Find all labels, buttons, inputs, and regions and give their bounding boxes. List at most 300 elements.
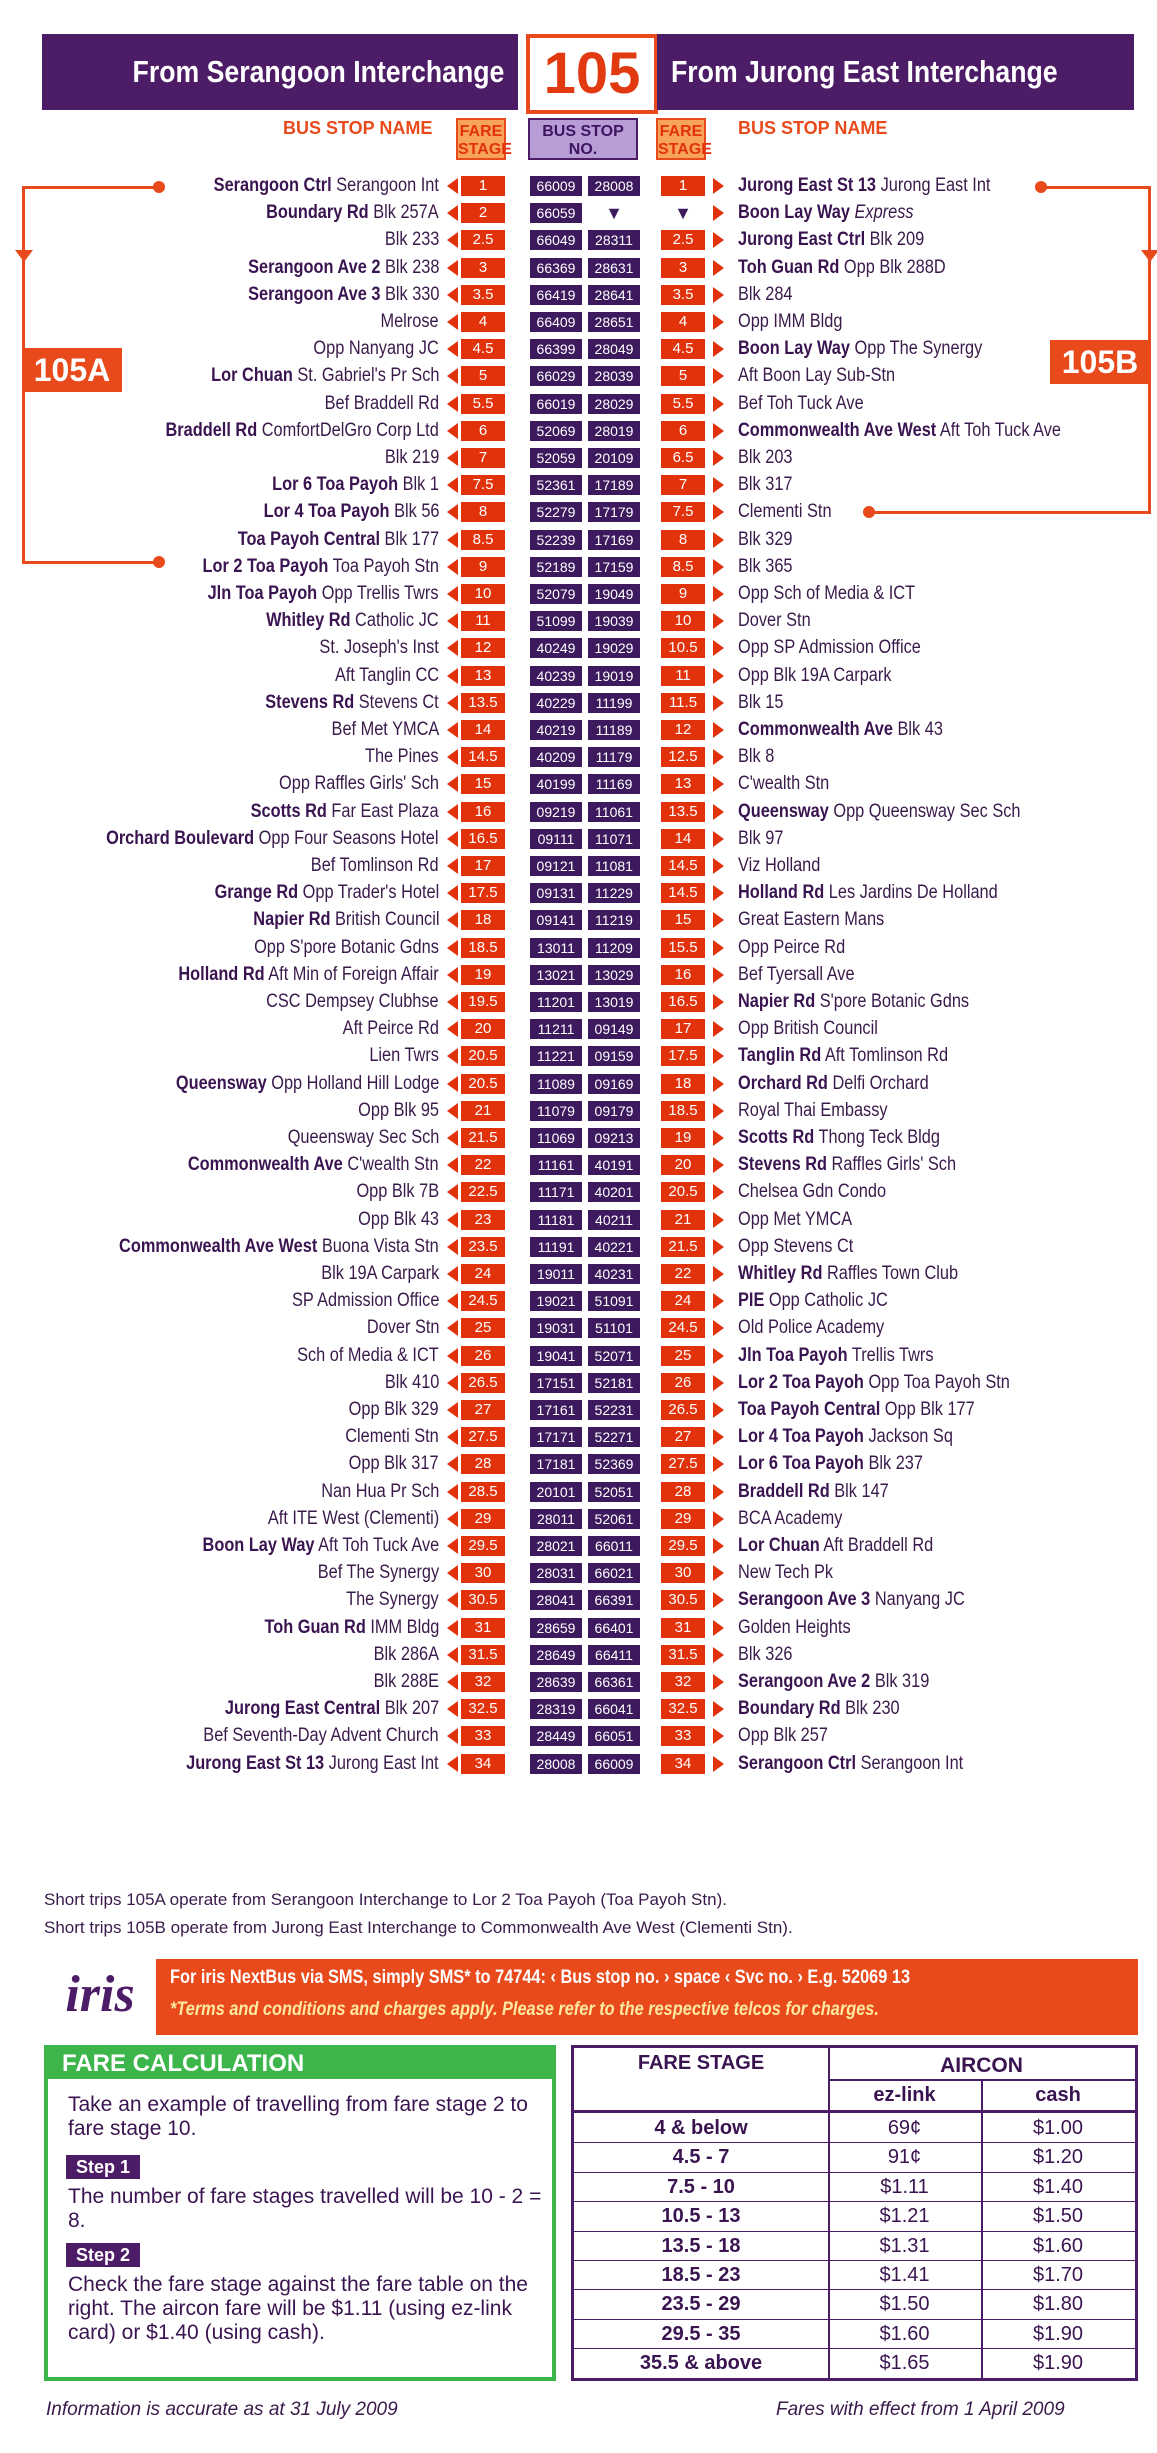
- right-arrow-icon: [713, 1103, 724, 1119]
- right-stop-desc: Blk 284: [738, 283, 793, 305]
- left-stop-name: [170, 580, 439, 607]
- fare-table-divider: [574, 2319, 1135, 2320]
- left-arrow-icon: [447, 1239, 458, 1255]
- right-road-name: Lor 2 Toa Payoh: [738, 1371, 864, 1393]
- right-road-name: Boon Lay Way: [738, 202, 850, 224]
- right-stop-name: [738, 798, 1066, 825]
- stop-row: [0, 281, 1157, 308]
- left-stop-name: [334, 1396, 439, 1423]
- right-stop-desc: Great Eastern Mans: [738, 909, 885, 931]
- right-stop-desc: Opp Queensway Sec Sch: [833, 800, 1021, 822]
- left-fare-stage: 3: [461, 258, 505, 278]
- left-stop-desc: Opp S'pore Botanic Gdns: [254, 936, 439, 958]
- left-stop-name: [67, 1233, 439, 1260]
- right-stop-name: [738, 1586, 1002, 1613]
- left-fare-stage: 5: [461, 366, 505, 386]
- right-stop-desc: Opp Catholic JC: [768, 1290, 888, 1312]
- right-stop-name: [738, 281, 801, 308]
- fare-table-divider: [574, 2231, 1135, 2232]
- right-road-name: Napier Rd: [738, 991, 816, 1012]
- left-bus-stop-no: 09121: [530, 856, 582, 876]
- left-stop-desc: Blk 286A: [373, 1643, 439, 1665]
- right-road-name: Serangoon Ctrl: [738, 1752, 857, 1774]
- right-arrow-icon: [713, 559, 724, 575]
- right-arrow-icon: [713, 994, 724, 1010]
- left-stop-desc: Blk 238: [384, 256, 439, 278]
- left-bus-stop-no: 66019: [530, 394, 582, 414]
- right-fare-stage: 21.5: [661, 1237, 705, 1257]
- right-stop-name: [738, 825, 791, 852]
- right-stop-name: [738, 961, 874, 988]
- right-fare-stage: 27: [661, 1427, 705, 1447]
- left-stop-desc: Toa Payoh Stn: [332, 555, 439, 577]
- left-stop-name: [345, 1206, 439, 1233]
- right-bus-stop-no: 52369: [588, 1454, 640, 1474]
- right-stop-name: [738, 1233, 872, 1260]
- left-bus-stop-no: 40249: [530, 638, 582, 658]
- left-stop-name: [363, 1641, 439, 1668]
- ezlink-fare: $1.41: [879, 2264, 930, 2286]
- left-bus-stop-no: 51099: [530, 611, 582, 631]
- left-stop-name: [190, 1695, 439, 1722]
- step2-text: Check the fare stage against the fare table on the right. The aircon fare will be $1.11 (using ez-link card) or $1.40 (using cash).: [68, 2273, 528, 2344]
- right-fare-stage: 14.5: [661, 883, 705, 903]
- fare-calculation-title: FARE CALCULATION: [48, 2049, 552, 2079]
- left-stop-name: [371, 308, 439, 335]
- left-stop-desc: Aft Peirce Rd: [342, 1018, 439, 1040]
- right-bus-stop-no: 40201: [588, 1182, 640, 1202]
- right-fare-stage: ▼: [674, 203, 692, 224]
- right-road-name: Scotts Rd: [738, 1127, 815, 1148]
- left-stop-desc: Opp Blk 317: [349, 1453, 439, 1475]
- right-arrow-icon: [713, 532, 724, 548]
- left-fare-stage: 19.5: [461, 992, 505, 1012]
- left-fare-stage: 29.5: [461, 1536, 505, 1556]
- right-stop-name: [738, 1423, 988, 1450]
- right-arrow-icon: [713, 722, 724, 738]
- right-stop-desc: Blk 237: [868, 1453, 923, 1475]
- right-stop-desc: Express: [854, 202, 914, 224]
- left-stop-name: [217, 281, 439, 308]
- left-arrow-icon: [447, 858, 458, 874]
- right-road-name: Braddell Rd: [738, 1480, 830, 1502]
- right-road-name: Commonwealth Ave: [738, 719, 893, 740]
- right-fare-stage: 27.5: [661, 1454, 705, 1474]
- left-road-name: Lor 4 Toa Payoh: [263, 501, 390, 523]
- right-stop-name: [738, 1314, 908, 1341]
- right-road-name: Lor 4 Toa Payoh: [738, 1426, 864, 1448]
- ezlink-fare: $1.60: [879, 2322, 930, 2345]
- left-fare-stage: 2: [461, 203, 505, 223]
- left-road-name: Napier Rd: [252, 909, 331, 931]
- right-fare-stage: 4: [661, 312, 705, 332]
- left-bus-stop-no: 11161: [530, 1155, 582, 1175]
- right-bus-stop-no: 40221: [588, 1237, 640, 1257]
- right-stop-desc: Royal Thai Embassy: [738, 1099, 888, 1121]
- fare-stage-range: 35.5 & above: [639, 2352, 763, 2375]
- stop-row: [0, 226, 1157, 253]
- route-header: [42, 34, 1134, 110]
- left-bus-stop-no: 11221: [530, 1046, 582, 1066]
- left-stop-name: [355, 1314, 439, 1341]
- left-fare-stage: 29: [461, 1509, 505, 1529]
- left-stop-desc: Bef The Synergy: [317, 1562, 439, 1584]
- stop-row: [0, 1097, 1157, 1124]
- left-bus-stop-no: 52189: [530, 557, 582, 577]
- right-stop-desc: Opp Stevens Ct: [738, 1235, 854, 1257]
- fare-stage-range: 4 & below: [654, 2117, 748, 2139]
- right-arrow-icon: [713, 1076, 724, 1092]
- left-stop-desc: Opp Trellis Twrs: [322, 583, 439, 604]
- right-bus-stop-no: 28029: [588, 394, 640, 414]
- right-road-name: Lor 6 Toa Payoh: [738, 1453, 864, 1475]
- right-stop-name: [738, 1178, 910, 1205]
- stop-row: [0, 1722, 1157, 1749]
- left-fare-stage: 23: [461, 1210, 505, 1230]
- direction-from-serangoon: From Serangoon Interchange: [42, 34, 518, 110]
- right-arrow-icon: [713, 804, 724, 820]
- left-stop-desc: Stevens Ct: [359, 691, 439, 713]
- right-arrow-icon: [713, 1592, 724, 1608]
- left-bus-stop-no: 52361: [530, 475, 582, 495]
- stop-row: [0, 1450, 1157, 1477]
- fare-calculation-box: [44, 2045, 556, 2381]
- left-arrow-icon: [447, 940, 458, 956]
- right-stop-name: [738, 335, 1022, 362]
- right-stop-desc: Aft Tomlinson Rd: [824, 1045, 949, 1067]
- left-road-name: Boundary Rd: [266, 202, 370, 224]
- left-road-name: Stevens Rd: [265, 691, 355, 713]
- fare-table-divider: [828, 2079, 1135, 2081]
- bus-stop-no-heading: BUS STOP NO.: [528, 118, 638, 160]
- right-fare-stage: 8: [661, 530, 705, 550]
- right-road-name: Boon Lay Way: [738, 338, 850, 360]
- stop-row: [0, 199, 1157, 226]
- left-road-name: Serangoon Ave 2: [247, 256, 380, 278]
- right-bus-stop-no: 09179: [588, 1101, 640, 1121]
- right-fare-stage: 6: [661, 421, 705, 441]
- left-fare-stage: 16: [461, 802, 505, 822]
- left-stop-name: [376, 444, 439, 471]
- right-fare-stage: 31: [661, 1618, 705, 1638]
- left-bus-stop-no: 66009: [530, 176, 582, 196]
- right-stop-name: [738, 390, 884, 417]
- left-stop-name: [343, 1178, 439, 1205]
- right-stop-desc: Opp IMM Bldg: [738, 311, 843, 332]
- stop-row: [0, 553, 1157, 580]
- right-arrow-icon: [713, 1484, 724, 1500]
- fare-table-ezlink-heading: ez-link: [873, 2084, 936, 2106]
- right-bus-stop-no: 66021: [588, 1563, 640, 1583]
- right-stop-desc: Blk 317: [738, 474, 793, 496]
- ezlink-fare: $1.50: [879, 2293, 930, 2316]
- left-stop-name: [238, 988, 439, 1015]
- cash-fare: $1.50: [1032, 2205, 1084, 2228]
- left-stop-name: [327, 1015, 439, 1042]
- left-bus-stop-no: 52059: [530, 448, 582, 468]
- left-fare-stage: 33: [461, 1726, 505, 1746]
- right-fare-stage: 25: [661, 1346, 705, 1366]
- right-arrow-icon: [713, 1266, 724, 1282]
- left-bus-stop-no: 52239: [530, 530, 582, 550]
- iris-sms-instruction: For iris NextBus via SMS, simply SMS* to 74744: ‹ Bus stop no. › space ‹ Svc no. › E.g. 52069 13: [170, 1967, 911, 1988]
- left-bus-stop-no: 17181: [530, 1454, 582, 1474]
- left-arrow-icon: [447, 1674, 458, 1690]
- left-stop-name: [133, 1070, 439, 1097]
- right-stop-name: [738, 1750, 1000, 1777]
- right-stop-desc: Jackson Sq: [868, 1426, 953, 1448]
- right-bus-stop-no: 66361: [588, 1672, 640, 1692]
- right-stop-desc: Blk 230: [845, 1698, 900, 1720]
- left-bus-stop-no: 11181: [530, 1210, 582, 1230]
- left-road-name: Jln Toa Payoh: [208, 583, 318, 604]
- step2-label: Step 2: [66, 2243, 140, 2267]
- left-stop-name: [236, 1614, 439, 1641]
- right-stop-name: [738, 1505, 859, 1532]
- left-stop-desc: Blk 56: [393, 501, 439, 523]
- left-stop-desc: St. Joseph's Inst: [319, 637, 439, 659]
- right-arrow-icon: [713, 1402, 724, 1418]
- right-stop-desc: Blk 329: [738, 528, 793, 550]
- left-stop-desc: ComfortDelGro Corp Ltd: [261, 419, 439, 441]
- right-bus-stop-no: 11169: [588, 774, 640, 794]
- right-stop-desc: S'pore Botanic Gdns: [819, 991, 970, 1012]
- left-arrow-icon: [447, 640, 458, 656]
- left-fare-stage: 3.5: [461, 285, 505, 305]
- left-bus-stop-no: 13011: [530, 938, 582, 958]
- right-bus-stop-no: 19049: [588, 584, 640, 604]
- right-road-name: Toa Payoh Central: [738, 1399, 881, 1420]
- step1-text: The number of fare stages travelled will be 10 - 2 = 8.: [68, 2185, 542, 2232]
- loop-105a-label: 105A: [22, 348, 122, 392]
- left-stop-name-heading: BUS STOP NAME: [283, 118, 433, 138]
- right-bus-stop-no: 66011: [588, 1536, 640, 1556]
- right-fare-stage: 10.5: [661, 638, 705, 658]
- left-stop-name: [147, 1151, 439, 1178]
- left-stop-name: [223, 906, 439, 933]
- right-fare-stage: 7: [661, 475, 705, 495]
- left-fare-stage: 7.5: [461, 475, 505, 495]
- right-stop-desc: Blk 209: [869, 229, 925, 251]
- left-fare-stage: 19: [461, 965, 505, 985]
- left-road-name: Queensway: [175, 1072, 267, 1094]
- right-arrow-icon: [713, 1048, 724, 1064]
- left-stop-desc: Jurong East Int: [329, 1752, 439, 1774]
- stop-row: [0, 634, 1157, 661]
- right-arrow-icon: [713, 314, 724, 330]
- right-arrow-icon: [713, 1701, 724, 1717]
- right-bus-stop-no: 17169: [588, 530, 640, 550]
- fare-table-divider: [574, 2142, 1135, 2143]
- left-arrow-icon: [447, 722, 458, 738]
- right-arrow-icon: [713, 1756, 724, 1772]
- left-road-name: Jurong East Central: [224, 1698, 380, 1720]
- right-arrow-icon: [713, 1184, 724, 1200]
- left-bus-stop-no: 66399: [530, 339, 582, 359]
- cash-fare: $1.40: [1032, 2175, 1084, 2198]
- right-stop-desc: Aft Boon Lay Sub-Stn: [738, 365, 896, 387]
- right-stop-name: [738, 1559, 849, 1586]
- left-arrow-icon: [447, 695, 458, 711]
- right-stop-desc: Chelsea Gdn Condo: [738, 1181, 887, 1203]
- right-fare-stage: 21: [661, 1210, 705, 1230]
- stop-row: [0, 471, 1157, 498]
- left-stop-name: [205, 526, 439, 553]
- cash-fare: $1.70: [1032, 2264, 1084, 2286]
- left-stop-desc: Lien Twrs: [369, 1045, 439, 1067]
- left-fare-stage: 21: [461, 1101, 505, 1121]
- left-arrow-icon: [447, 287, 458, 303]
- right-stop-desc: Thong Teck Bldg: [818, 1127, 940, 1148]
- left-bus-stop-no: 13021: [530, 965, 582, 985]
- cash-fare: $1.90: [1032, 2352, 1084, 2375]
- right-bus-stop-no: 11199: [588, 693, 640, 713]
- right-bus-stop-no: 13029: [588, 965, 640, 985]
- left-bus-stop-no: 40199: [530, 774, 582, 794]
- right-arrow-icon: [713, 1375, 724, 1391]
- fare-stage-range: 13.5 - 18: [661, 2234, 741, 2257]
- right-arrow-icon: [713, 1320, 724, 1336]
- left-fare-stage: 24.5: [461, 1291, 505, 1311]
- left-fare-stage: 8: [461, 502, 505, 522]
- left-arrow-icon: [447, 967, 458, 983]
- left-fare-stage: 5.5: [461, 394, 505, 414]
- right-stop-desc: Blk 43: [897, 719, 943, 740]
- right-bus-stop-no: 66411: [588, 1645, 640, 1665]
- stop-row: [0, 770, 1157, 797]
- right-arrow-icon: [713, 1728, 724, 1744]
- stop-row: [0, 879, 1157, 906]
- right-bus-stop-no: 28019: [588, 421, 640, 441]
- right-fare-stage: 6.5: [661, 448, 705, 468]
- right-stop-name: [738, 607, 822, 634]
- left-stop-desc: Opp Blk 329: [349, 1399, 439, 1420]
- left-fare-stage: 23.5: [461, 1237, 505, 1257]
- left-fare-stage: 10: [461, 584, 505, 604]
- left-arrow-icon: [447, 885, 458, 901]
- right-bus-stop-no: 17159: [588, 557, 640, 577]
- left-arrow-icon: [447, 1728, 458, 1744]
- right-arrow-icon: [713, 477, 724, 493]
- left-arrow-icon: [447, 1021, 458, 1037]
- right-fare-stage: 8.5: [661, 557, 705, 577]
- left-stop-desc: Far East Plaza: [331, 800, 439, 822]
- left-stop-desc: Melrose: [380, 311, 439, 332]
- right-stop-name: [738, 1478, 913, 1505]
- left-bus-stop-no: 66409: [530, 312, 582, 332]
- left-arrow-icon: [447, 804, 458, 820]
- right-bus-stop-no: 52051: [588, 1482, 640, 1502]
- left-stop-name: [293, 335, 439, 362]
- fares-effective-note: Fares with effect from 1 April 2009: [776, 2399, 1065, 2420]
- right-stop-desc: Blk 365: [738, 555, 793, 577]
- left-arrow-icon: [447, 1756, 458, 1772]
- left-stop-desc: Blk 330: [384, 283, 439, 305]
- stop-row: [0, 1314, 1157, 1341]
- right-fare-stage: 30.5: [661, 1590, 705, 1610]
- fare-table-divider: [574, 2172, 1135, 2173]
- info-accuracy-note: Information is accurate as at 31 July 2009: [46, 2399, 398, 2420]
- left-stop-desc: Blk 19A Carpark: [320, 1263, 439, 1284]
- cash-fare: $1.60: [1032, 2234, 1084, 2257]
- left-arrow-icon: [447, 368, 458, 384]
- right-stop-name: [738, 444, 801, 471]
- right-arrow-icon: [713, 1620, 724, 1636]
- right-stop-desc: Blk 319: [874, 1671, 930, 1692]
- stop-row: [0, 1287, 1157, 1314]
- right-arrow-icon: [713, 287, 724, 303]
- stop-row: [0, 417, 1157, 444]
- right-stop-desc: BCA Academy: [738, 1507, 843, 1529]
- right-stop-name: [738, 1097, 912, 1124]
- right-stop-desc: Opp British Council: [738, 1018, 878, 1040]
- right-bus-stop-no: 09149: [588, 1019, 640, 1039]
- right-arrow-icon: [713, 940, 724, 956]
- right-fare-stage: 5: [661, 366, 705, 386]
- right-fare-stage: 32.5: [661, 1699, 705, 1719]
- left-bus-stop-no: 19041: [530, 1346, 582, 1366]
- stop-row: [0, 390, 1157, 417]
- left-stop-desc: Aft ITE West (Clementi): [267, 1507, 439, 1529]
- right-bus-stop-no: 09169: [588, 1074, 640, 1094]
- right-road-name: Serangoon Ave 3: [738, 1589, 871, 1611]
- left-arrow-icon: [447, 178, 458, 194]
- left-fare-stage: 31.5: [461, 1645, 505, 1665]
- fare-table: [571, 2045, 1138, 2381]
- right-road-name: Holland Rd: [738, 882, 825, 904]
- left-arrow-icon: [447, 1647, 458, 1663]
- stop-row: [0, 1559, 1157, 1586]
- stop-row: [0, 662, 1157, 689]
- right-fare-stage: 20: [661, 1155, 705, 1175]
- left-stop-name: [235, 498, 440, 525]
- left-fare-stage: 16.5: [461, 829, 505, 849]
- left-stop-name: [177, 172, 439, 199]
- left-bus-stop-no: 28449: [530, 1726, 582, 1746]
- left-bus-stop-no: 28659: [530, 1618, 582, 1638]
- stop-row: [0, 1586, 1157, 1613]
- left-road-name: Toh Guan Rd: [264, 1616, 366, 1638]
- right-bus-stop-no: 11061: [588, 802, 640, 822]
- right-bus-stop-no: 51091: [588, 1291, 640, 1311]
- right-fare-stage: 14.5: [661, 856, 705, 876]
- right-stop-desc: C'wealth Stn: [738, 773, 830, 795]
- stop-row: [0, 1124, 1157, 1151]
- right-stop-desc: Opp Blk 257: [738, 1725, 828, 1747]
- cash-fare: $1.20: [1032, 2146, 1084, 2169]
- left-stop-name: [353, 743, 439, 770]
- left-stop-desc: Blk 207: [384, 1698, 439, 1720]
- stop-row: [0, 335, 1157, 362]
- stop-row: [0, 1369, 1157, 1396]
- right-arrow-icon: [713, 1538, 724, 1554]
- left-stop-name: [224, 934, 439, 961]
- note-105b: Short trips 105B operate from Jurong East Interchange to Commonwealth Ave West (Clementi Stn).: [44, 1918, 793, 1937]
- right-fare-stage: 17: [661, 1019, 705, 1039]
- left-arrow-icon: [447, 1048, 458, 1064]
- left-fare-stage: 31: [461, 1618, 505, 1638]
- right-road-name: Lor Chuan: [738, 1535, 820, 1556]
- right-stop-desc: Blk 97: [738, 827, 784, 849]
- left-stop-desc: The Pines: [365, 746, 439, 768]
- left-fare-stage: 12: [461, 638, 505, 658]
- stop-row: [0, 444, 1157, 471]
- left-stop-name: [238, 607, 439, 634]
- left-stop-desc: Opp Four Seasons Hotel: [259, 827, 439, 849]
- right-bus-stop-no: 52071: [588, 1346, 640, 1366]
- left-stop-desc: Aft Tanglin CC: [334, 664, 439, 686]
- left-fare-stage: 4: [461, 312, 505, 332]
